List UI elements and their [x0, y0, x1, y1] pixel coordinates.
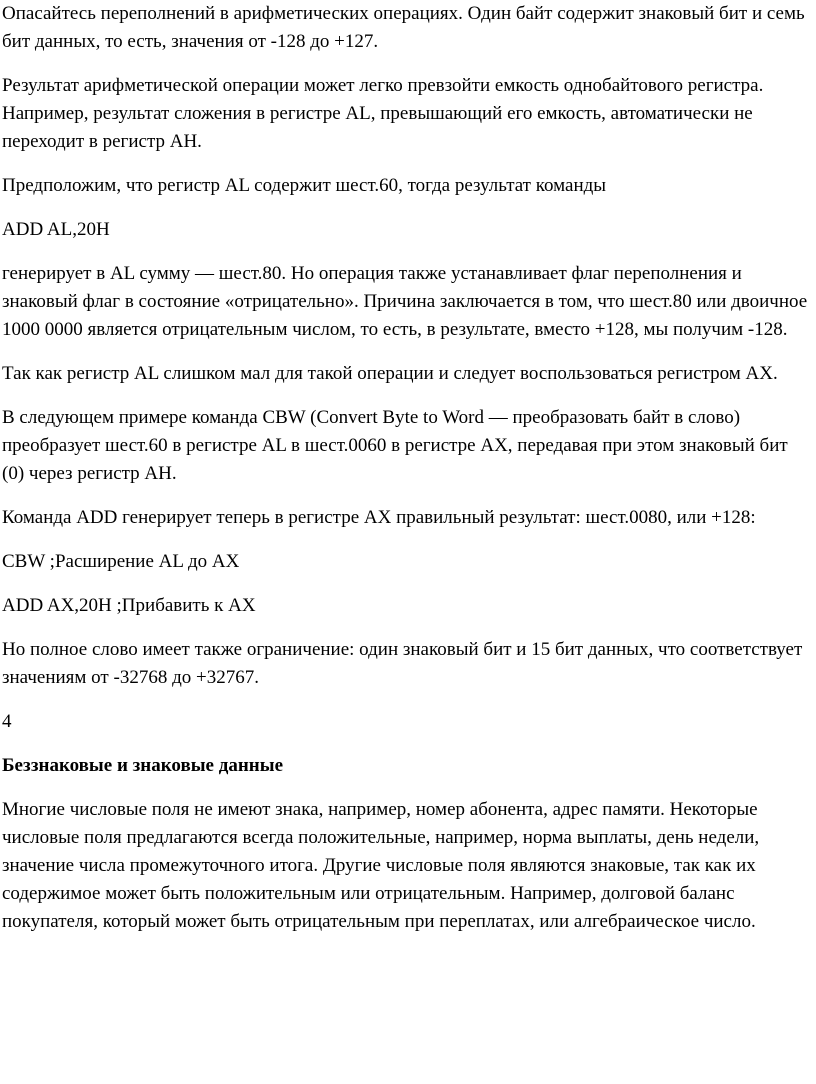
paragraph-use-ax: Так как регистр AL слишком мал для такой операции и следует воспользоваться регистром AX. — [2, 363, 778, 384]
paragraph-assume-al: Предположим, что регистр AL содержит шест.60, тогда результат команды — [2, 175, 607, 196]
code-cbw: CBW ;Расширение AL до AX — [2, 551, 240, 572]
paragraph-add-result: Команда ADD генерирует теперь в регистре AX правильный результат: шест.0080, или +128: — [2, 507, 756, 528]
paragraph-register-capacity: Результат арифметической операции может легко превзойти емкость однобайтового регистра. Например, результат сложения в регистре AL, превышающий его емкость, автоматически не переходит в регистр AH. — [2, 75, 764, 152]
code-add-ax: ADD AX,20H ;Прибавить к AX — [2, 595, 256, 616]
paragraph-cbw-example: В следующем примере команда CBW (Convert Byte to Word — преобразовать байт в слово) преобразует шест.60 в регистре AL в шест.0060 в регистре AX, передавая при этом знаковый бит (0) через регистр AH. — [2, 407, 788, 484]
paragraph-word-limit: Но полное слово имеет также ограничение: один знаковый бит и 15 бит данных, что соответствует значениям от -32768 до +32767. — [2, 639, 803, 688]
section-heading: Беззнаковые и знаковые данные — [2, 755, 284, 776]
paragraph-signed-unsigned: Многие числовые поля не имеют знака, например, номер абонента, адрес памяти. Некоторые числовые поля предлагаются всегда положительные, например, норма выплаты, день недели, значение числа промежуточного итога. Другие числовые поля являются знаковые, так как их содержимое может быть положительным или отрицательным. Например, долговой баланс покупателя, который может быть отрицательным при переплатах, или алгебраическое число. — [2, 799, 760, 932]
paragraph-overflow-warning: Опасайтесь переполнений в арифметических операциях. Один байт содержит знаковый бит и семь бит данных, то есть, значения от -128 до +127. — [2, 3, 805, 52]
code-add-al: ADD AL,20H — [2, 219, 110, 240]
paragraph-overflow-flag: генерирует в AL сумму — шест.80. Но операция также устанавливает флаг переполнения и знаковый флаг в состояние «отрицательно». Причина заключается в том, что шест.80 или двоичное 1000 0000 является отрицательным числом, то есть, в результате, вместо +128, мы получим -128. — [2, 263, 808, 340]
page-number: 4 — [2, 711, 12, 732]
